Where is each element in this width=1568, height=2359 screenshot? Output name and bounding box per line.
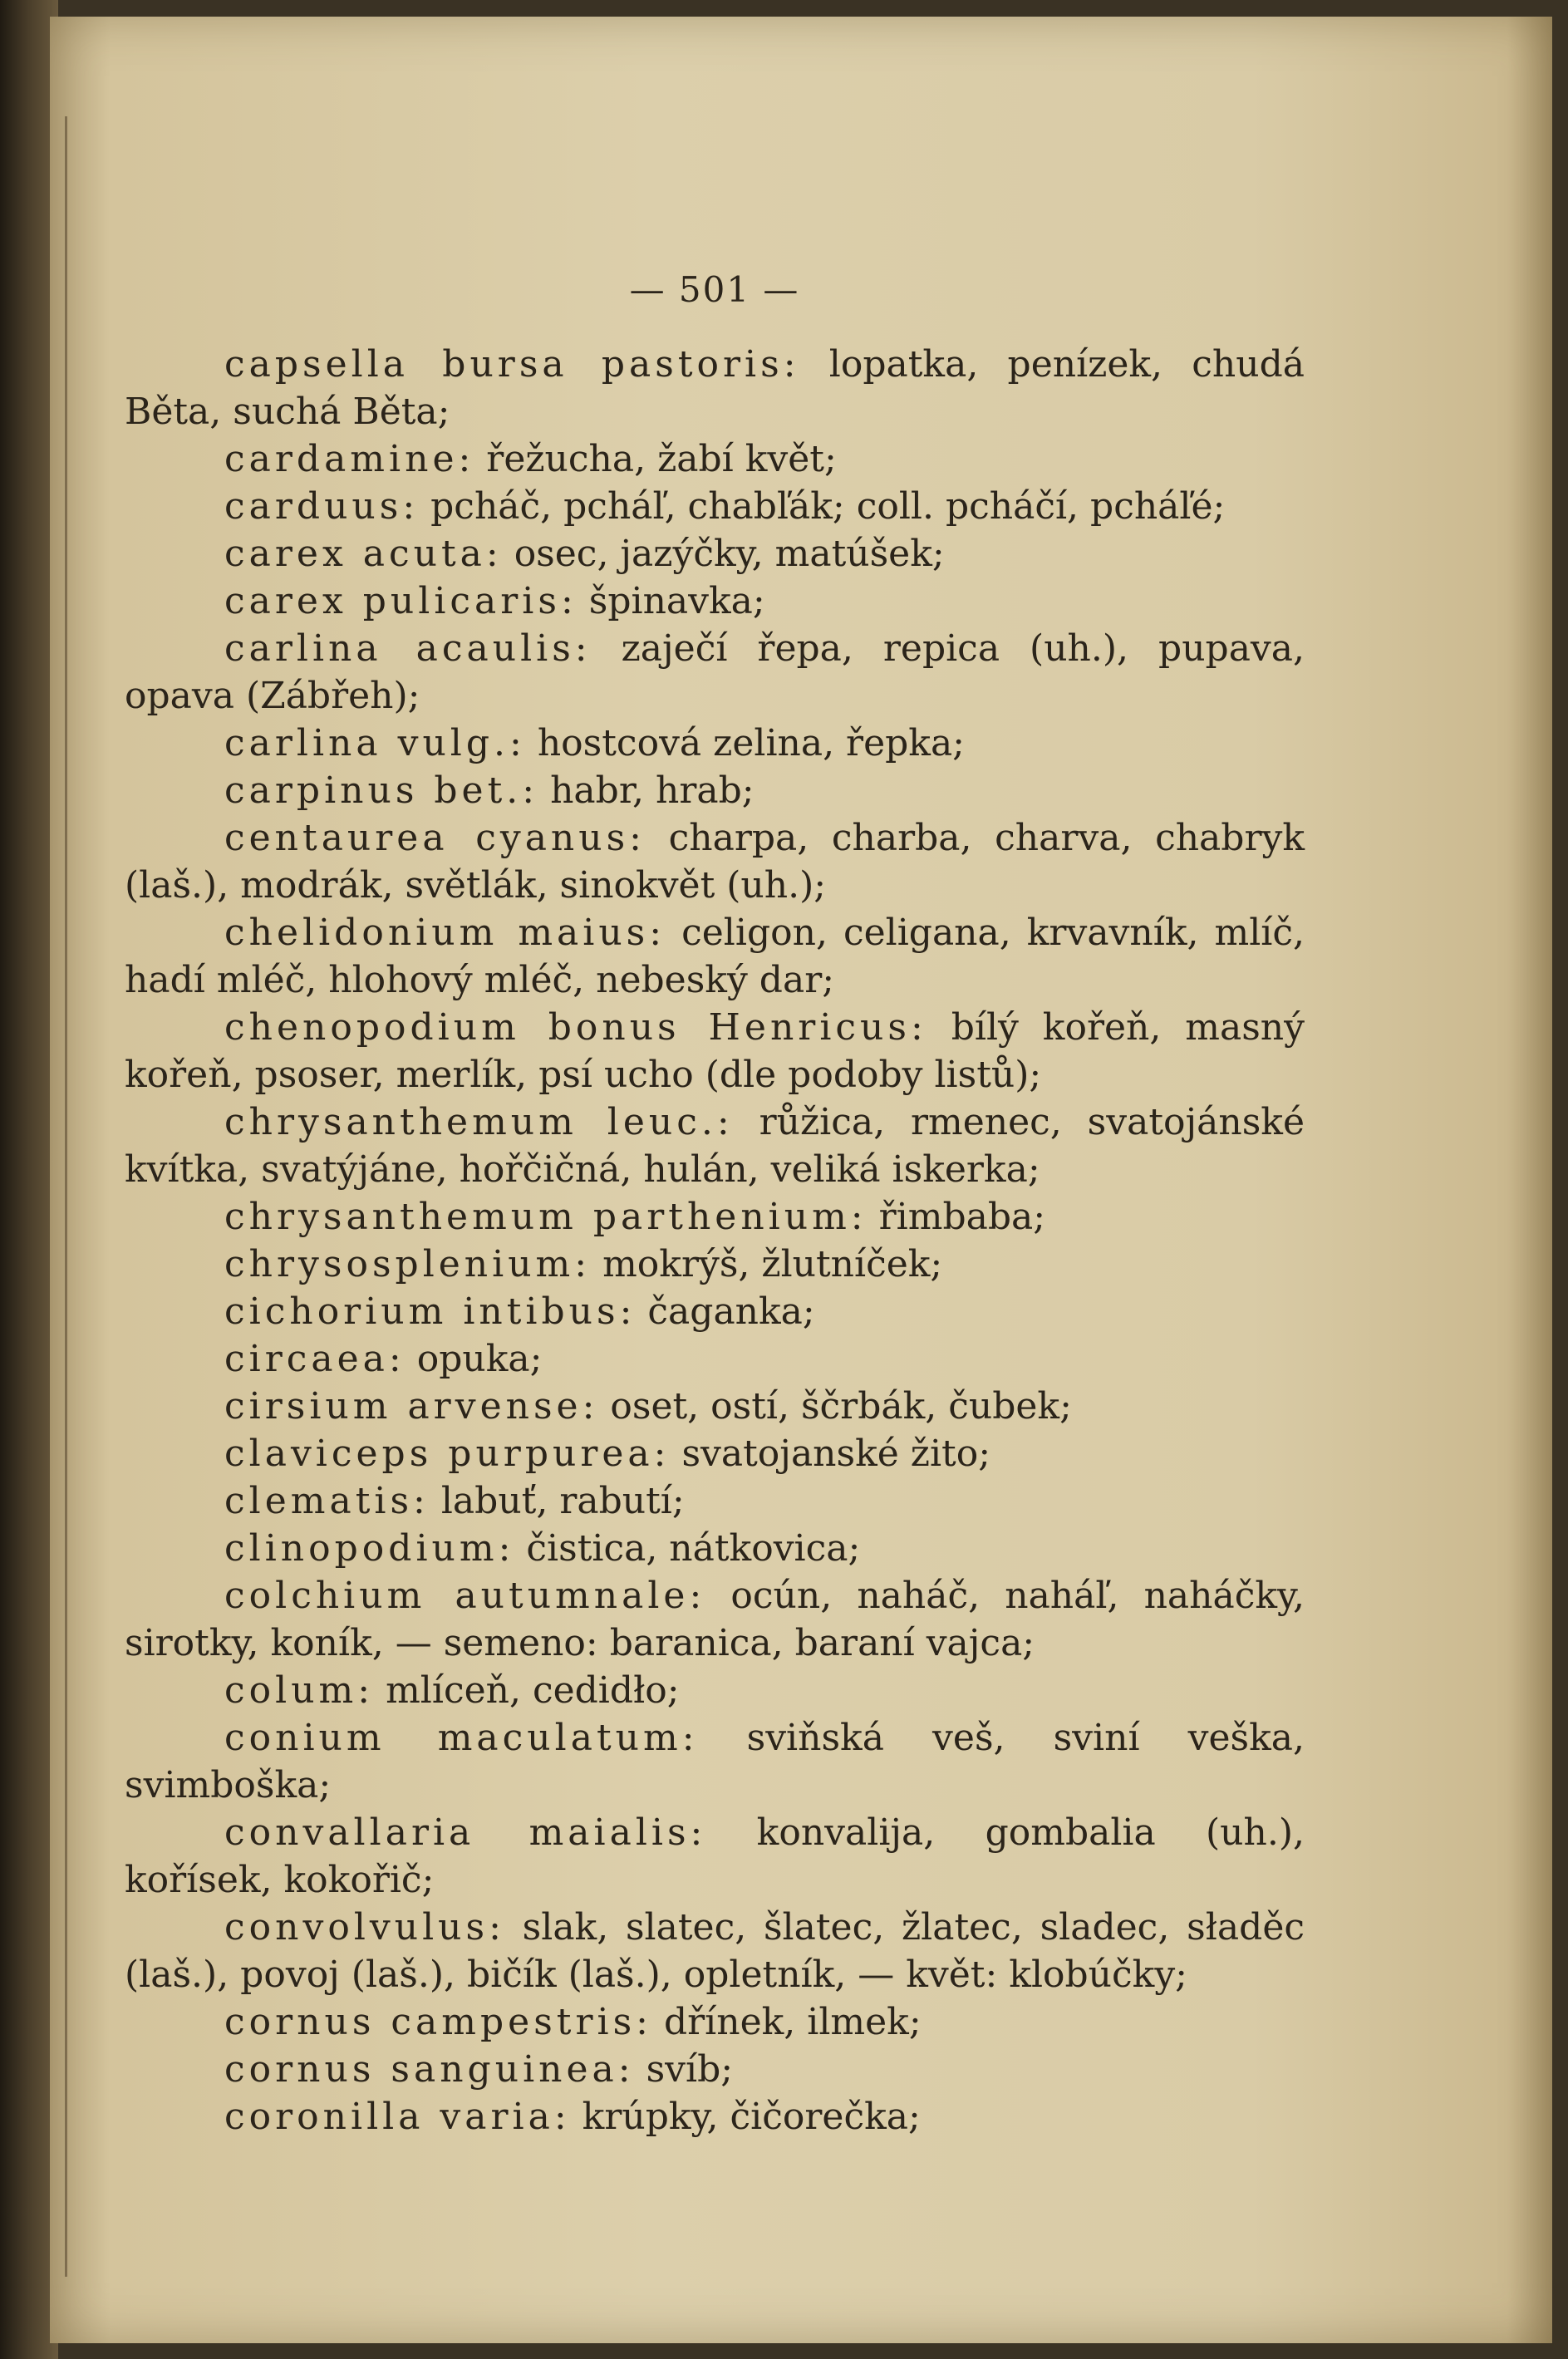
vernacular-names: čistica, nátkovica; xyxy=(514,1527,861,1570)
glossary-entry xyxy=(125,1904,1305,1998)
glossary-entry xyxy=(125,435,1305,483)
latin-term: colum: xyxy=(224,1669,375,1712)
glossary-entry xyxy=(125,483,1305,530)
latin-term: claviceps purpurea: xyxy=(224,1433,671,1475)
gutter-line xyxy=(65,116,67,2277)
vernacular-names: krúpky, čičorečka; xyxy=(570,2096,921,2138)
latin-term: circaea: xyxy=(224,1338,406,1380)
glossary-entry xyxy=(125,1193,1305,1241)
page-number: — 501 — xyxy=(629,269,800,310)
vernacular-names: sviňská veš, sviní veška, svimboška; xyxy=(125,1717,1305,1806)
vernacular-names: růžica, rmenec, svatojánské kvítka, svatýjáne, hořčičná, hulán, veliká iskerka; xyxy=(125,1101,1305,1191)
vernacular-names: dřínek, ilmek; xyxy=(651,2001,922,2043)
latin-term: cichorium intibus: xyxy=(224,1290,637,1333)
glossary-entry xyxy=(125,1714,1305,1809)
latin-term: chrysosplenium: xyxy=(224,1243,592,1285)
glossary-entry xyxy=(125,1335,1305,1383)
vernacular-names: ocún, naháč, naháľ, naháčky, sirotky, koník, — semeno: baranica, baraní vajca; xyxy=(125,1575,1305,1664)
vernacular-names: celigon, celigana, krvavník, mlíč, hadí mléč, hlohový mléč, nebeský dar; xyxy=(125,912,1305,1001)
vernacular-names: špinavka; xyxy=(577,580,765,622)
vernacular-names: habr, hrab; xyxy=(538,769,755,812)
latin-term: chrysanthemum leuc.: xyxy=(224,1101,734,1143)
vernacular-names: mlíceň, cedidło; xyxy=(374,1669,680,1712)
vernacular-names: zaječí řepa, repica (uh.), pupava, opava (Zábřeh); xyxy=(125,627,1305,717)
vernacular-names: řimbaba; xyxy=(867,1196,1046,1238)
vernacular-names: řežucha, žabí květ; xyxy=(474,438,837,480)
latin-term: cornus campestris: xyxy=(224,2001,652,2043)
glossary-entry xyxy=(125,1004,1305,1098)
latin-term: chenopodium bonus Henricus: xyxy=(224,1006,927,1049)
vernacular-names: pcháč, pcháľ, chabľák; coll. pcháčí, pcháľé; xyxy=(419,485,1226,528)
glossary-entry xyxy=(125,1667,1305,1714)
latin-term: carlina vulg.: xyxy=(224,722,526,764)
glossary-entry xyxy=(125,1098,1305,1193)
latin-term: clematis: xyxy=(224,1480,430,1522)
latin-term: coronilla varia: xyxy=(224,2096,571,2138)
vernacular-names: svatojanské žito; xyxy=(670,1433,991,1475)
vernacular-names: lopatka, penízek, chudá Běta, suchá Běta; xyxy=(125,343,1305,433)
glossary-entry xyxy=(125,814,1305,909)
latin-term: centaurea cyanus: xyxy=(224,817,646,859)
glossary-entry xyxy=(125,577,1305,625)
glossary-entry xyxy=(125,720,1305,767)
glossary-entry xyxy=(125,1477,1305,1525)
vernacular-names: charpa, charba, charva, chabryk (laš.), modrák, světlák, sinokvět (uh.); xyxy=(125,817,1305,907)
glossary-entry xyxy=(125,767,1305,814)
glossary-entry xyxy=(125,1572,1305,1667)
latin-term: cornus sanguinea: xyxy=(224,2048,635,2091)
vernacular-names: hostcová zelina, řepka; xyxy=(525,722,966,764)
latin-term: cardamine: xyxy=(224,438,475,480)
vernacular-names: konvalija, gombalia (uh.), kořísek, kokořič; xyxy=(125,1811,1305,1901)
glossary-entry xyxy=(125,1525,1305,1572)
vernacular-names: oset, ostí, ščrbák, čubek; xyxy=(598,1385,1072,1428)
latin-term: carex acuta: xyxy=(224,533,503,575)
glossary-entry xyxy=(125,1998,1305,2046)
glossary-entry xyxy=(125,2093,1305,2140)
latin-term: convallaria maialis: xyxy=(224,1811,707,1854)
glossary-entry xyxy=(125,1288,1305,1335)
latin-term: carpinus bet.: xyxy=(224,769,539,812)
latin-term: carduus: xyxy=(224,485,420,528)
glossary-entry xyxy=(125,2046,1305,2093)
glossary-entry xyxy=(125,530,1305,577)
latin-term: chelidonium maius: xyxy=(224,912,666,954)
vernacular-names: svíb; xyxy=(634,2048,734,2091)
latin-term: cirsium arvense: xyxy=(224,1385,599,1428)
glossary-entry xyxy=(125,625,1305,720)
latin-term: chrysanthemum parthenium: xyxy=(224,1196,868,1238)
latin-term: convolvulus: xyxy=(224,1906,505,1949)
latin-term: clinopodium: xyxy=(224,1527,515,1570)
vernacular-names: opuka; xyxy=(405,1338,543,1380)
latin-term: capsella bursa pastoris: xyxy=(224,343,800,386)
glossary-entry xyxy=(125,1430,1305,1477)
entry-list xyxy=(125,341,1305,2140)
vernacular-names: slak, slatec, šlatec, žlatec, sladec, sładěc (laš.), povoj (laš.), bičík (laš.), opletník, — květ: klobúčky; xyxy=(125,1906,1305,1996)
latin-term: colchium autumnale: xyxy=(224,1575,706,1617)
glossary-entry xyxy=(125,909,1305,1004)
vernacular-names: labuť, rabutí; xyxy=(429,1480,685,1522)
glossary-entry xyxy=(125,1383,1305,1430)
glossary-entry xyxy=(125,341,1305,435)
latin-term: carex pulicaris: xyxy=(224,580,578,622)
vernacular-names: bílý kořeň, masný kořeň, psoser, merlík, psí ucho (dle podoby listů); xyxy=(125,1006,1305,1096)
latin-term: conium maculatum: xyxy=(224,1717,699,1759)
vernacular-names: osec, jazýčky, matúšek; xyxy=(502,533,945,575)
latin-term: carlina acaulis: xyxy=(224,627,592,670)
vernacular-names: mokrýš, žlutníček; xyxy=(591,1243,943,1285)
vernacular-names: čaganka; xyxy=(636,1290,815,1333)
glossary-entry xyxy=(125,1809,1305,1904)
glossary-entry xyxy=(125,1241,1305,1288)
